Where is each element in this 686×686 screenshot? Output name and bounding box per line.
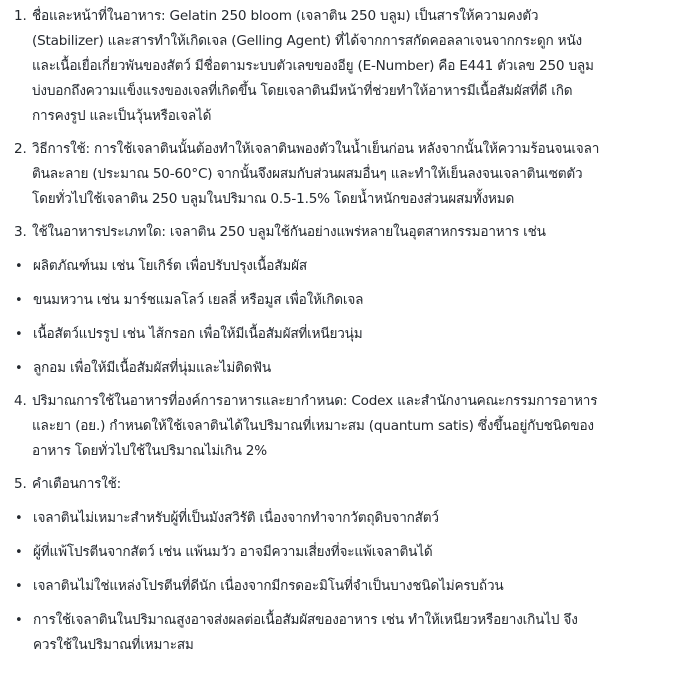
list-item-text	[33, 608, 674, 658]
list-item-text	[33, 288, 674, 313]
list-number: 5.	[14, 476, 27, 492]
text-line: ขนมหวาน เช่น มาร์ชแมลโลว์ เยลลี่ หรือมูส เพื่อให้เกิดเจล	[33, 292, 364, 308]
list-item-text	[33, 506, 674, 531]
numbered-list-item	[14, 472, 674, 497]
text-line: (Stabilizer) และสารทำให้เกิดเจล (Gelling Agent) ที่ได้จากการสกัดคอลลาเจนจากกระดูก หนัง	[32, 33, 582, 49]
text-line: โดยทั่วไปใช้เจลาติน 250 บลูมในปริมาณ 0.5-1.5% โดยน้ำหนักของส่วนผสมทั้งหมด	[32, 191, 515, 207]
text-line: ลูกอม เพื่อให้มีเนื้อสัมผัสที่นุ่มและไม่ติดฟัน	[33, 360, 271, 376]
text-line: เจลาตินไม่เหมาะสำหรับผู้ที่เป็นมังสวิรัติ เนื่องจากทำจากวัตถุดิบจากสัตว์	[33, 510, 439, 526]
numbered-list-item	[14, 137, 674, 212]
list-item-text	[33, 574, 674, 599]
bullet-marker: •	[15, 511, 23, 526]
bullet-marker: •	[15, 579, 23, 594]
text-line: และยา (อย.) กำหนดให้ใช้เจลาตินได้ในปริมาณที่เหมาะสม (quantum satis) ซึ่งขึ้นอยู่กับชนิดของ	[32, 418, 594, 434]
text-line: ผลิตภัณฑ์นม เช่น โยเกิร์ต เพื่อปรับปรุงเนื้อสัมผัส	[33, 258, 307, 274]
bullet-marker: •	[15, 293, 23, 308]
list-item-text	[33, 322, 674, 347]
bullet-list-item	[14, 574, 674, 599]
text-line: การใช้เจลาตินในปริมาณสูงอาจส่งผลต่อเนื้อสัมผัสของอาหาร เช่น ทำให้เหนียวหรือยางเกินไป จึง	[33, 612, 578, 628]
text-line: ปริมาณการใช้ในอาหารที่องค์การอาหารและยากำหนด: Codex และสำนักงานคณะกรรมการอาหาร	[32, 393, 598, 409]
bullet-list-item	[14, 288, 674, 313]
numbered-list-item	[14, 389, 674, 464]
bullet-list-item	[14, 322, 674, 347]
list-item-text	[32, 4, 674, 129]
bullet-list-item	[14, 506, 674, 531]
list-item-text	[32, 389, 674, 464]
text-line: ผู้ที่แพ้โปรตีนจากสัตว์ เช่น แพ้นมวัว อาจมีความเสี่ยงที่จะแพ้เจลาตินได้	[33, 544, 433, 560]
numbered-list-item	[14, 220, 674, 245]
list-item-text	[33, 254, 674, 279]
bullet-list-item	[14, 608, 674, 658]
list-item-text	[33, 356, 674, 381]
list-number: 4.	[14, 393, 27, 409]
text-line: คำเตือนการใช้:	[32, 476, 122, 492]
bullet-marker: •	[15, 545, 23, 560]
list-number: 2.	[14, 141, 27, 157]
list-number: 1.	[14, 8, 27, 24]
text-line: ใช้ในอาหารประเภทใด: เจลาติน 250 บลูมใช้กันอย่างแพร่หลายในอุตสาหกรรมอาหาร เช่น	[32, 224, 546, 240]
text-line: เนื้อสัตว์แปรรูป เช่น ไส้กรอก เพื่อให้มีเนื้อสัมผัสที่เหนียวนุ่ม	[33, 326, 363, 342]
list-item-text	[32, 472, 674, 497]
bullet-list-item	[14, 254, 674, 279]
bullet-list-item	[14, 356, 674, 381]
bullet-marker: •	[15, 361, 23, 376]
bullet-marker: •	[15, 613, 23, 628]
text-line: อาหาร โดยทั่วไปใช้ในปริมาณไม่เกิน 2%	[32, 443, 267, 459]
text-line: และเนื้อเยื่อเกี่ยวพันของสัตว์ มีชื่อตามระบบตัวเลขของอียู (E-Number) คือ E441 ตัวเลข 250 บลูม	[32, 58, 594, 74]
text-line: ควรใช้ในปริมาณที่เหมาะสม	[33, 637, 194, 653]
bullet-marker: •	[15, 327, 23, 342]
list-item-text	[33, 540, 674, 565]
list-item-text	[32, 137, 674, 212]
text-line: ชื่อและหน้าที่ในอาหาร: Gelatin 250 bloom (เจลาติน 250 บลูม) เป็นสารให้ความคงตัว	[32, 8, 539, 24]
text-line: เจลาตินไม่ใช่แหล่งโปรตีนที่ดีนัก เนื่องจากมีกรดอะมิโนที่จำเป็นบางชนิดไม่ครบถ้วน	[33, 578, 504, 594]
text-line: การคงรูป และเป็นวุ้นหรือเจลได้	[32, 108, 212, 124]
text-line: วิธีการใช้: การใช้เจลาตินนั้นต้องทำให้เจลาตินพองตัวในน้ำเย็นก่อน หลังจากนั้นให้ความร้อนจนเจลา	[32, 141, 600, 157]
list-number: 3.	[14, 224, 27, 240]
text-line: บ่งบอกถึงความแข็งแรงของเจลที่เกิดขึ้น โดยเจลาตินมีหน้าที่ช่วยทำให้อาหารมีเนื้อสัมผัสที่ดี เกิด	[32, 83, 573, 99]
text-line: ตินละลาย (ประมาณ 50-60°C) จากนั้นจึงผสมกับส่วนผสมอื่นๆ และทำให้เย็นลงจนเจลาตินเซตตัว	[32, 166, 583, 182]
list-item-text	[32, 220, 674, 245]
numbered-list-item	[14, 4, 674, 129]
bullet-list-item	[14, 540, 674, 565]
bullet-marker: •	[15, 259, 23, 274]
